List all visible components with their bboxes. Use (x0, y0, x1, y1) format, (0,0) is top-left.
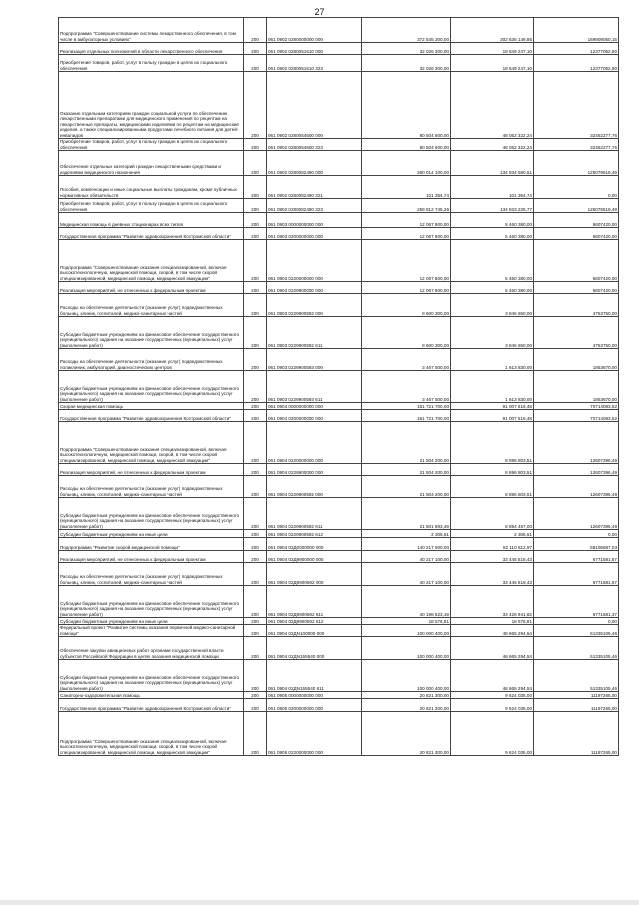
row-name: Реализация отдельных полномочий в области лекарственного обеспечения (59, 43, 244, 55)
row-name: Субсидии бюджетным учреждениям на финансовое обеспечение государственного (муниципального) задания на оказание государственных (муниципальных) услуг (выполнение работ) (59, 498, 244, 530)
row-classification-code: 061 0904 0200000000 000 (267, 410, 362, 422)
table-row (59, 213, 619, 228)
row-ved-code: 200 (244, 498, 267, 530)
row-approved-amount: 12 067 800,00 (362, 240, 451, 282)
row-executed-amount: 134 833 225,77 (451, 199, 534, 213)
row-ved-code: 200 (244, 371, 267, 403)
row-unexecuted-amount: 12607396,49 (534, 498, 619, 530)
row-classification-code: 061 0905 0000000000 000 (267, 692, 362, 699)
page-number: 27 (314, 7, 325, 17)
row-approved-amount: 260 014 100,00 (362, 151, 451, 176)
row-unexecuted-amount: 11197265,00 (534, 712, 619, 756)
row-unexecuted-amount: 51335105,46 (534, 660, 619, 692)
row-unexecuted-amount: 12607396,49 (534, 422, 619, 464)
row-ved-code: 200 (244, 240, 267, 282)
row-unexecuted-amount: 32452277,76 (534, 139, 619, 151)
row-ved-code: 200 (244, 228, 267, 240)
row-executed-amount: 48 665 294,54 (451, 660, 534, 692)
row-name: Подпрограмма "Развитие скорой медицинской помощи" (59, 538, 244, 551)
row-approved-amount: 21 504 200,00 (362, 464, 451, 476)
row-name: Государственная программа "Развитие здравоохранения Костромской области" (59, 699, 244, 712)
row-unexecuted-amount: 0,00 (534, 530, 619, 538)
row-ved-code: 200 (244, 422, 267, 464)
row-ved-code: 200 (244, 410, 267, 422)
row-ved-code: 200 (244, 55, 267, 72)
row-classification-code: 061 0904 0229900592 000 (267, 476, 362, 498)
row-unexecuted-amount: 70714083,52 (534, 410, 619, 422)
table-row (59, 618, 619, 625)
table-row (59, 72, 619, 139)
row-classification-code: 061 0902 0280082490 323 (267, 199, 362, 213)
row-ved-code: 200 (244, 317, 267, 349)
row-executed-amount: 8 896 803,51 (451, 476, 534, 498)
row-name: Пособия, компенсации и иные социальные выплаты гражданам, кроме публичных нормативных обязательств (59, 176, 244, 199)
table-row (59, 43, 619, 55)
row-executed-amount: 8 896 803,51 (451, 464, 534, 476)
row-executed-amount: 1 613 830,00 (451, 349, 534, 371)
row-classification-code: 061 0904 02ДN100000 000 (267, 625, 362, 637)
row-classification-code: 061 0903 0229900593 000 (267, 349, 362, 371)
row-classification-code: 061 0905 0220000000 000 (267, 712, 362, 756)
row-executed-amount: 8 896 803,51 (451, 422, 534, 464)
table-row (59, 282, 619, 294)
row-unexecuted-amount: 6771581,57 (534, 563, 619, 586)
table-row (59, 151, 619, 176)
row-executed-amount: 3 846 550,00 (451, 317, 534, 349)
row-executed-amount: 33 426 941,82 (451, 586, 534, 618)
row-name: Расходы на обеспечение деятельности (оказание услуг) подведомственных поликлиник, амбулаторий, диагностических центров (59, 349, 244, 371)
row-unexecuted-amount: 125079519,49 (534, 151, 619, 176)
row-classification-code: 061 0904 0000000000 000 (267, 403, 362, 410)
row-executed-amount: 3 846 550,00 (451, 294, 534, 317)
row-name: Обеспечение закупки авиационных работ органами государственной власти субъектов Российской Федерации в целях оказания медицинской помощи (59, 637, 244, 660)
row-ved-code: 200 (244, 464, 267, 476)
row-classification-code: 061 0902 0280000000 000 (267, 18, 362, 43)
row-executed-amount: 48 052 322,24 (451, 72, 534, 139)
row-executed-amount: 91 007 616,48 (451, 410, 534, 422)
row-executed-amount: 2 306,51 (451, 530, 534, 538)
row-approved-amount: 20 821 300,00 (362, 712, 451, 756)
row-name: Реализация мероприятий, не отнесенных к федеральным проектам (59, 464, 244, 476)
row-classification-code: 061 0904 02Д9900592 611 (267, 586, 362, 618)
row-name: Медицинская помощь в дневных стационарах всех типов (59, 213, 244, 228)
row-approved-amount: 100 000 400,00 (362, 637, 451, 660)
row-classification-code: 061 0904 02Д9900592 612 (267, 618, 362, 625)
row-approved-amount: 80 504 600,00 (362, 139, 451, 151)
row-name: Подпрограмма "Совершенствование оказания специализированной, включая высокотехнологичную, медицинской помощи, скорой, в том числе скорой специализированной, медицинской помощи, медицинской эвакуации" (59, 422, 244, 464)
row-unexecuted-amount: 58106687,03 (534, 538, 619, 551)
table-row (59, 176, 619, 199)
row-ved-code: 200 (244, 538, 267, 551)
row-name: Субсидии бюджетным учреждениям на финансовое обеспечение государственного (муниципального) задания на оказание государственных (муниципальных) услуг (выполнение работ) (59, 586, 244, 618)
row-unexecuted-amount: 6771581,57 (534, 551, 619, 563)
table-row (59, 139, 619, 151)
row-unexecuted-amount: 11197265,00 (534, 699, 619, 712)
row-approved-amount: 32 026 300,00 (362, 55, 451, 72)
row-executed-amount: 48 052 322,24 (451, 139, 534, 151)
row-unexecuted-amount: 6607420,00 (534, 282, 619, 294)
row-name: Федеральный проект "Развитие системы оказания первичной медико-санитарной помощи" (59, 625, 244, 637)
row-name: Оказание отдельным категориям граждан социальной услуги по обеспечению лекарственными препаратами для медицинского применения по рецептам на лекарственные препараты, медицинскими изделиями по рецептам на медицинские изделия, а также специализированными продуктами лечебного питания для детей-инвалидов (59, 72, 244, 139)
row-approved-amount: 100 000 400,00 (362, 660, 451, 692)
row-executed-amount: 19 649 247,10 (451, 55, 534, 72)
row-name: Скорая медицинская помощь (59, 403, 244, 410)
row-ved-code: 200 (244, 637, 267, 660)
row-name: Субсидии бюджетным учреждениям на финансовое обеспечение государственного (муниципального) задания на оказание государственных (муниципальных) услуг (выполнение работ) (59, 371, 244, 403)
row-executed-amount: 91 007 616,48 (451, 403, 534, 410)
table-row (59, 498, 619, 530)
row-ved-code: 200 (244, 660, 267, 692)
row-classification-code: 061 0903 0229900000 000 (267, 282, 362, 294)
row-classification-code: 061 0904 02Д9900592 000 (267, 563, 362, 586)
row-name: Расходы на обеспечение деятельности (оказание услуг) подведомственных больниц, клиник, госпиталей, медико-санитарных частей (59, 563, 244, 586)
row-unexecuted-amount: 12377052,90 (534, 43, 619, 55)
row-executed-amount: 202 636 149,85 (451, 18, 534, 43)
table-row (59, 699, 619, 712)
row-classification-code: 061 0902 0280082490 321 (267, 176, 362, 199)
table-row (59, 637, 619, 660)
row-classification-code: 061 0903 0200000000 000 (267, 228, 362, 240)
table-row (59, 530, 619, 538)
row-approved-amount: 2 306,51 (362, 530, 451, 538)
row-approved-amount: 12 067 800,00 (362, 228, 451, 240)
row-name: Санаторно-оздоровительная помощь (59, 692, 244, 699)
row-approved-amount: 100 000 400,00 (362, 625, 451, 637)
row-approved-amount: 21 504 200,00 (362, 422, 451, 464)
row-unexecuted-amount: 12607396,49 (534, 476, 619, 498)
row-ved-code: 200 (244, 403, 267, 410)
table-row (59, 403, 619, 410)
row-classification-code: 061 0904 02ДN155540 611 (267, 660, 362, 692)
table-row (59, 228, 619, 240)
row-ved-code: 200 (244, 282, 267, 294)
row-executed-amount: 33 445 518,43 (451, 551, 534, 563)
table-row (59, 464, 619, 476)
row-approved-amount: 20 821 300,00 (362, 699, 451, 712)
row-approved-amount: 40 217 100,00 (362, 551, 451, 563)
table-row (59, 712, 619, 756)
row-approved-amount: 372 545 200,00 (362, 18, 451, 43)
row-classification-code: 061 0904 0229900592 611 (267, 498, 362, 530)
row-unexecuted-amount: 0,00 (534, 618, 619, 625)
row-unexecuted-amount: 12607396,49 (534, 464, 619, 476)
row-approved-amount: 3 467 500,00 (362, 349, 451, 371)
row-unexecuted-amount: 6771581,37 (534, 586, 619, 618)
row-executed-amount: 5 460 380,00 (451, 282, 534, 294)
table-row (59, 240, 619, 282)
row-classification-code: 061 0903 0229900593 611 (267, 371, 362, 403)
row-ved-code: 200 (244, 692, 267, 699)
row-approved-amount: 21 501 893,49 (362, 498, 451, 530)
row-name: Реализация мероприятий, не отнесенных к федеральным проектам (59, 551, 244, 563)
row-classification-code: 061 0902 0280054600 000 (267, 72, 362, 139)
row-approved-amount: 101 354,74 (362, 176, 451, 199)
row-classification-code: 061 0903 0000000000 000 (267, 213, 362, 228)
row-unexecuted-amount: 0,00 (534, 176, 619, 199)
bottom-edge-strip (0, 900, 639, 905)
row-classification-code: 061 0904 0220000000 000 (267, 422, 362, 464)
table-row (59, 294, 619, 317)
row-unexecuted-amount: 169909050,15 (534, 18, 619, 43)
row-approved-amount: 32 026 300,00 (362, 43, 451, 55)
row-name: Субсидии бюджетным учреждениям на иные цели (59, 618, 244, 625)
table-row (59, 476, 619, 498)
table-row (59, 410, 619, 422)
row-approved-amount: 8 600 300,00 (362, 317, 451, 349)
row-classification-code: 061 0904 02Д0000000 000 (267, 538, 362, 551)
table-row (59, 660, 619, 692)
row-approved-amount: 40 217 100,00 (362, 563, 451, 586)
row-unexecuted-amount: 32452277,76 (534, 72, 619, 139)
row-ved-code: 200 (244, 625, 267, 637)
budget-execution-table (58, 17, 619, 756)
row-name: Государственная программа "Развитие здравоохранения Костромской области" (59, 228, 244, 240)
row-unexecuted-amount: 51335105,46 (534, 625, 619, 637)
row-approved-amount: 161 721 700,00 (362, 410, 451, 422)
row-name: Субсидии бюджетным учреждениям на иные цели (59, 530, 244, 538)
row-executed-amount: 19 649 247,10 (451, 43, 534, 55)
row-name: Реализация мероприятий, не отнесенных к федеральным проектам (59, 282, 244, 294)
row-ved-code: 200 (244, 563, 267, 586)
row-ved-code: 200 (244, 199, 267, 213)
row-name: Расходы на обеспечение деятельности (оказание услуг) подведомственных больниц, клиник, госпиталей, медико-санитарных частей (59, 476, 244, 498)
table-row (59, 371, 619, 403)
table-row (59, 55, 619, 72)
row-ved-code: 200 (244, 586, 267, 618)
row-executed-amount: 101 354,74 (451, 176, 534, 199)
row-executed-amount: 5 460 380,00 (451, 228, 534, 240)
row-ved-code: 200 (244, 151, 267, 176)
row-executed-amount: 82 110 812,97 (451, 538, 534, 551)
row-ved-code: 200 (244, 139, 267, 151)
row-executed-amount: 134 934 580,51 (451, 151, 534, 176)
row-approved-amount: 18 576,81 (362, 618, 451, 625)
row-name: Государственная программа "Развитие здравоохранения Костромской области" (59, 410, 244, 422)
row-classification-code: 061 0902 0280082490 000 (267, 151, 362, 176)
table-row (59, 625, 619, 637)
table-row (59, 538, 619, 551)
row-approved-amount: 8 600 300,00 (362, 294, 451, 317)
row-approved-amount: 3 467 500,00 (362, 371, 451, 403)
row-name: Приобретение товаров, работ, услуг в пользу граждан в целях их социального обеспечения (59, 55, 244, 72)
row-unexecuted-amount: 11197265,00 (534, 692, 619, 699)
row-executed-amount: 5 460 380,00 (451, 213, 534, 228)
row-classification-code: 061 0904 0229900592 612 (267, 530, 362, 538)
row-name: Подпрограмма "Совершенствование оказания специализированной, включая высокотехнологичную, медицинской помощи, скорой, в том числе скорой специализированной, медицинской помощи, медицинской эвакуации" (59, 240, 244, 282)
row-ved-code: 200 (244, 176, 267, 199)
row-approved-amount: 259 912 745,26 (362, 199, 451, 213)
row-name: Подпрограмма "Совершенствование оказания специализированной, включая высокотехнологичную, медицинской помощи, скорой, в том числе скорой специализированной, медицинской помощи, медицинской эвакуации" (59, 712, 244, 756)
row-ved-code: 200 (244, 618, 267, 625)
table-row (59, 422, 619, 464)
table-row (59, 349, 619, 371)
row-unexecuted-amount: 6607420,00 (534, 228, 619, 240)
row-executed-amount: 48 665 294,54 (451, 625, 534, 637)
row-classification-code: 061 0904 02ДN155540 000 (267, 637, 362, 660)
row-name: Приобретение товаров, работ, услуг в пользу граждан в целях их социального обеспечения (59, 139, 244, 151)
row-name: Обеспечение отдельных категорий граждан лекарственными средствами и изделиями медицинского назначения (59, 151, 244, 176)
row-executed-amount: 18 576,81 (451, 618, 534, 625)
row-unexecuted-amount: 4753750,00 (534, 317, 619, 349)
row-approved-amount: 12 067 800,00 (362, 282, 451, 294)
row-approved-amount: 161 721 700,00 (362, 403, 451, 410)
row-approved-amount: 21 504 200,00 (362, 476, 451, 498)
row-approved-amount: 40 198 523,19 (362, 586, 451, 618)
table-row (59, 317, 619, 349)
row-unexecuted-amount: 6607420,00 (534, 213, 619, 228)
row-classification-code: 061 0903 0220000000 000 (267, 240, 362, 282)
row-classification-code: 061 0903 0229900592 000 (267, 294, 362, 317)
table-row (59, 199, 619, 213)
row-unexecuted-amount: 1853670,00 (534, 371, 619, 403)
row-classification-code: 061 0903 0229900592 611 (267, 317, 362, 349)
row-executed-amount: 33 445 518,43 (451, 563, 534, 586)
row-name: Приобретение товаров, работ, услуг в пользу граждан в целях их социального обеспечения (59, 199, 244, 213)
row-executed-amount: 9 624 035,00 (451, 712, 534, 756)
row-unexecuted-amount: 70714083,52 (534, 403, 619, 410)
row-approved-amount: 20 821 300,00 (362, 692, 451, 699)
row-executed-amount: 8 894 497,00 (451, 498, 534, 530)
row-unexecuted-amount: 12377052,90 (534, 55, 619, 72)
row-ved-code: 200 (244, 712, 267, 756)
row-ved-code: 200 (244, 213, 267, 228)
row-name: Субсидии бюджетным учреждениям на финансовое обеспечение государственного (муниципального) задания на оказание государственных (муниципальных) услуг (выполнение работ) (59, 317, 244, 349)
row-approved-amount: 12 067 800,00 (362, 213, 451, 228)
row-ved-code: 200 (244, 699, 267, 712)
table-row (59, 551, 619, 563)
row-unexecuted-amount: 6607420,00 (534, 240, 619, 282)
row-executed-amount: 9 624 035,00 (451, 692, 534, 699)
row-classification-code: 061 0902 0280051610 000 (267, 43, 362, 55)
row-ved-code: 200 (244, 551, 267, 563)
row-executed-amount: 1 613 830,00 (451, 371, 534, 403)
table-row (59, 692, 619, 699)
row-unexecuted-amount: 4753750,00 (534, 294, 619, 317)
row-unexecuted-amount: 51335105,46 (534, 637, 619, 660)
row-classification-code: 061 0905 0200000000 000 (267, 699, 362, 712)
row-approved-amount: 80 504 600,00 (362, 72, 451, 139)
row-executed-amount: 48 665 294,54 (451, 637, 534, 660)
row-unexecuted-amount: 1853670,00 (534, 349, 619, 371)
row-classification-code: 061 0904 02Д9900000 000 (267, 551, 362, 563)
row-name: Расходы на обеспечение деятельности (оказание услуг) подведомственных больниц, клиник, госпиталей, медико-санитарных частей (59, 294, 244, 317)
row-executed-amount: 5 460 380,00 (451, 240, 534, 282)
table-row (59, 18, 619, 43)
row-classification-code: 061 0904 0229900000 000 (267, 464, 362, 476)
row-classification-code: 061 0902 0280054600 323 (267, 139, 362, 151)
row-name: Субсидии бюджетным учреждениям на финансовое обеспечение государственного (муниципального) задания на оказание государственных (муниципальных) услуг (выполнение работ) (59, 660, 244, 692)
row-executed-amount: 9 624 035,00 (451, 699, 534, 712)
row-name: Подпрограмма "Совершенствование системы лекарственного обеспечения, в том числе в амбулаторных условиях" (59, 18, 244, 43)
row-ved-code: 200 (244, 294, 267, 317)
row-ved-code: 200 (244, 43, 267, 55)
row-ved-code: 200 (244, 72, 267, 139)
table-row (59, 563, 619, 586)
row-ved-code: 200 (244, 530, 267, 538)
row-ved-code: 200 (244, 349, 267, 371)
table-row (59, 586, 619, 618)
row-approved-amount: 140 217 500,00 (362, 538, 451, 551)
row-unexecuted-amount: 125079519,49 (534, 199, 619, 213)
row-classification-code: 061 0902 0280051610 323 (267, 55, 362, 72)
row-ved-code: 200 (244, 476, 267, 498)
row-ved-code: 200 (244, 18, 267, 43)
